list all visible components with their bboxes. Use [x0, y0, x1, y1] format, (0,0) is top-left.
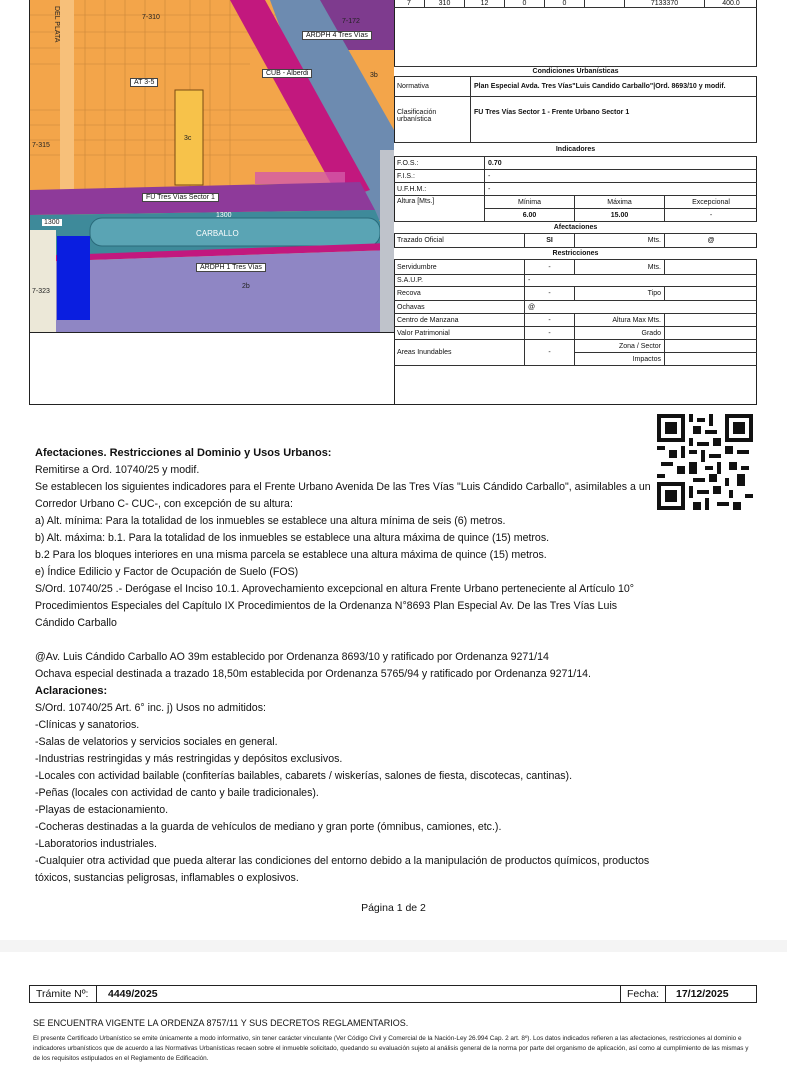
- section-header: [394, 67, 757, 77]
- parcel-row: [394, 0, 757, 8]
- aclaracion-line: -Clínicas y sanatorios.: [35, 719, 140, 731]
- row-label: F.I.S.:: [397, 172, 415, 180]
- table-cell: 0: [504, 0, 544, 7]
- note-line: @Av. Luis Cándido Carballo AO 39m establecido por Ordenanza 8693/10 y ratificado por Ordenanza 9271/14: [35, 651, 549, 663]
- servidumbre-value: -: [524, 260, 574, 274]
- section-header: [394, 222, 757, 234]
- fos-row: [394, 157, 757, 170]
- trazado-row: [394, 234, 757, 248]
- map-label-lot: 3b: [370, 72, 378, 79]
- altura-maxima-value: 15.00: [574, 209, 664, 222]
- conditions-table: [394, 0, 757, 404]
- aclaracion-line: -Locales con actividad bailable (confiterías bailables, cabarets / wiskerías, salones de fiesta, discotecas, cantinas).: [35, 770, 573, 782]
- clasificacion-value: FU Tres Vías Sector 1 - Frente Urbano Sector 1: [470, 97, 757, 142]
- tramite-label: Trámite Nº:: [30, 986, 97, 1002]
- table-cell: [664, 340, 757, 353]
- map-label-street: DEL PLATA: [53, 6, 60, 43]
- zoning-map-graphic: [30, 0, 394, 332]
- col-header-minima: Mínima: [484, 196, 574, 209]
- fecha-value: 17/12/2025: [676, 988, 729, 1000]
- col-header-maxima: Máxima: [574, 196, 664, 209]
- map-notes-area: [30, 332, 395, 405]
- altura-max-label: Altura Max Mts.: [574, 314, 664, 326]
- qr-code-graphic: [657, 414, 753, 510]
- aclaracion-line: -Playas de estacionamiento.: [35, 804, 169, 816]
- fis-value: -: [484, 170, 757, 182]
- vigente-notice: SE ENCUENTRA VIGENTE LA ORDENZA 8757/11 Y SUS DECRETOS REGLAMENTARIOS.: [33, 1018, 409, 1028]
- aclaracion-line: -Laboratorios industriales.: [35, 838, 157, 850]
- row-label: Servidumbre: [397, 263, 437, 271]
- trazado-value: SI: [524, 234, 574, 247]
- aclaracion-line: S/Ord. 10740/25 Art. 6° inc. j) Usos no admitidos:: [35, 702, 266, 714]
- aclaracion-line: -Industrias restringidas y más restringidas y depósitos exclusivos.: [35, 753, 343, 765]
- certificate-footer: [0, 952, 787, 1080]
- row-label: Centro de Manzana: [397, 316, 459, 324]
- table-cell: 12: [464, 0, 504, 7]
- aclaracion-line: -Cualquier otra actividad que pueda alterar las condiciones del entorno debido a la manipulación de productos químicos, productos: [35, 855, 650, 867]
- row-label: F.O.S.:: [397, 159, 419, 167]
- row-label: Trazado Oficial: [397, 237, 444, 244]
- note-line: Ochava especial destinada a trazado 18,50m establecida por Ordenanza 5765/94 y ratificado por Ordenanza 9271/14.: [35, 668, 591, 680]
- map-label-lot: 2b: [242, 283, 250, 290]
- section-title: Restricciones: [394, 248, 757, 259]
- fis-row: [394, 170, 757, 183]
- blank-row: [394, 8, 757, 67]
- section-header: [394, 248, 757, 260]
- valor-value: -: [524, 327, 574, 339]
- body-line: Se establecen los siguientes indicadores para el Frente Urbano Avenida De las Tres Vías "Luis Cándido Carballo", asimilables a un: [35, 481, 651, 493]
- map-label-ardph1: ARDPH 1 Tres Vías: [196, 263, 266, 272]
- aclaracion-line: -Salas de velatorios y servicios sociales en general.: [35, 736, 278, 748]
- map-label-ardph4: ARDPH 4 Tres Vías: [302, 31, 372, 40]
- body-line: b.2 Para los bloques interiores en una misma parcela se establece una altura máxima de quince (15) metros.: [35, 549, 547, 561]
- mts-label: Mts.: [574, 260, 664, 274]
- clasificacion-row: [394, 97, 757, 143]
- section-title: Condiciones Urbanísticas: [394, 67, 757, 76]
- zoning-map: [30, 0, 395, 332]
- map-label-at35: AT 3-5: [130, 78, 158, 87]
- centro-value: -: [524, 314, 574, 326]
- saup-row: [394, 275, 757, 287]
- body-line: Procedimientos Especiales del Capítulo IX Procedimientos de la Ordenanza N°8693 Plan Especial Av. De las Tres Vías Luis: [35, 600, 618, 612]
- zona-label: Zona / Sector: [574, 340, 664, 353]
- trazado-note: @: [664, 234, 757, 247]
- table-cell: [664, 314, 757, 326]
- mts-label: Mts.: [574, 234, 664, 247]
- page-number: Página 1 de 2: [361, 902, 426, 914]
- normativa-row: [394, 77, 757, 97]
- table-cell: 0: [544, 0, 584, 7]
- row-label: Altura [Mts.]: [397, 198, 435, 205]
- row-label: Normativa: [397, 83, 429, 90]
- altura-minima-value: 6.00: [484, 209, 574, 222]
- map-label-cub: CUB - Alberdi: [262, 69, 312, 78]
- body-line: Cándido Carballo: [35, 617, 117, 629]
- map-label-number: 1300: [216, 212, 232, 219]
- row-label: Ochavas: [397, 303, 425, 311]
- body-line: b) Alt. máxima: b.1. Para la totalidad de los inmuebles se establece una altura máxima de quince (15) metros.: [35, 532, 550, 544]
- ufhm-row: [394, 183, 757, 196]
- body-line: a) Alt. mínima: Para la totalidad de los inmuebles se establece una altura mínima de seis (6) metros.: [35, 515, 506, 527]
- certificate-frame: [29, 0, 757, 405]
- row-label: Clasificación urbanística: [397, 109, 437, 123]
- table-cell: 310: [424, 0, 464, 7]
- tipo-label: Tipo: [574, 287, 664, 300]
- altura-excepcional-value: -: [664, 209, 757, 222]
- body-line: e) Índice Edilicio y Factor de Ocupación de Suelo (FOS): [35, 566, 299, 578]
- recova-row: [394, 287, 757, 301]
- row-label: S.A.U.P.: [397, 277, 423, 284]
- centro-row: [394, 314, 757, 327]
- table-cell: [664, 260, 757, 274]
- saup-value: -: [524, 275, 757, 286]
- servidumbre-row: [394, 260, 757, 275]
- fos-value: 0.70: [484, 157, 757, 169]
- section-title: Afectaciones: [394, 222, 757, 233]
- aclaraciones-heading: Aclaraciones:: [35, 685, 108, 697]
- table-cell: [664, 353, 757, 366]
- map-label-lot: 7-323: [32, 288, 50, 295]
- table-cell: 7133370: [624, 0, 704, 7]
- tramite-bar: [29, 985, 757, 1003]
- normativa-value: Plan Especial Avda. Tres Vías"Luis Candido Carballo"|Ord. 8693/10 y modif.: [470, 77, 757, 96]
- row-label: Recova: [397, 290, 421, 297]
- row-label: U.F.H.M.:: [397, 185, 427, 193]
- grado-label: Grado: [574, 327, 664, 339]
- col-header-excepcional: Excepcional: [664, 196, 757, 209]
- table-cell: [664, 287, 757, 300]
- row-label: Areas Inundables: [397, 349, 452, 356]
- map-label-lot: 7-315: [32, 142, 50, 149]
- qr-code: [657, 414, 753, 510]
- ochavas-row: [394, 301, 757, 314]
- table-cell: 400.0: [704, 0, 757, 7]
- map-label-lot: 7-172: [342, 18, 360, 25]
- aclaracion-line: tóxicos, sustancias peligrosas, inflamables o explosivos.: [35, 872, 299, 884]
- table-cell: [584, 0, 624, 7]
- map-label-street-carballo: CARBALLO: [196, 229, 239, 238]
- section-heading: Afectaciones. Restricciones al Dominio y Usos Urbanos:: [35, 447, 332, 459]
- valor-row: [394, 327, 757, 340]
- aclaracion-line: -Cocheras destinadas a la guarda de vehículos de mediano y gran porte (ómnibus, camiones, etc.).: [35, 821, 502, 833]
- areas-row: [394, 340, 757, 366]
- table-cell: [664, 327, 757, 339]
- body-line: Corredor Urbano C- CUC-, con excepción de su altura:: [35, 498, 293, 510]
- ochavas-value: @: [524, 301, 757, 313]
- impactos-label: Impactos: [574, 353, 664, 366]
- map-label-fu: FU Tres Vías Sector 1: [142, 193, 219, 202]
- row-label: Valor Patrimonial: [397, 329, 450, 337]
- map-label-lot: 3c: [184, 135, 192, 142]
- areas-value: -: [524, 340, 574, 365]
- section-header: [394, 143, 757, 157]
- legal-disclaimer: El presente Certificado Urbanístico se emite únicamente a modo informativo, sin tener carácter vinculante (Ver Código Civil y Comercial de la Nación-Ley 26.994 Cap. 2 art. 8º). Los datos indicados refieren a las afectaciones, restricciones al dominio e indicadores urbanísticos que de acuerdo a las Normativas Urbanísticas recaen sobre el inmueble solicitado, quedando su evaluación sujeto al análisis general de la norma por parte del organismo de aplicación, así como al cumplimiento de las mismas y de los requisitos estipulados en el Reglamento de Edificación.: [33, 1035, 749, 1062]
- map-label-lot: 7-310: [142, 14, 160, 21]
- ufhm-value: -: [484, 183, 757, 195]
- body-line: Remitirse a Ord. 10740/25 y modif.: [35, 464, 200, 476]
- afectaciones-section: [35, 445, 651, 887]
- altura-row: [394, 196, 757, 222]
- map-label-number: 1300: [44, 219, 60, 226]
- body-line: S/Ord. 10740/25 .- Derógase el Inciso 10.1. Aprovechamiento excepcional en altura Frente Urbano perteneciente al Artículo 10°: [35, 583, 635, 595]
- spacer: [35, 632, 651, 649]
- tramite-value: 4449/2025: [108, 988, 158, 1000]
- table-cell: 7: [407, 0, 411, 7]
- section-title: Indicadores: [394, 143, 757, 156]
- recova-value: -: [524, 287, 574, 300]
- fecha-label: Fecha:: [620, 986, 666, 1002]
- aclaracion-line: -Peñas (locales con actividad de canto y baile tradicionales).: [35, 787, 319, 799]
